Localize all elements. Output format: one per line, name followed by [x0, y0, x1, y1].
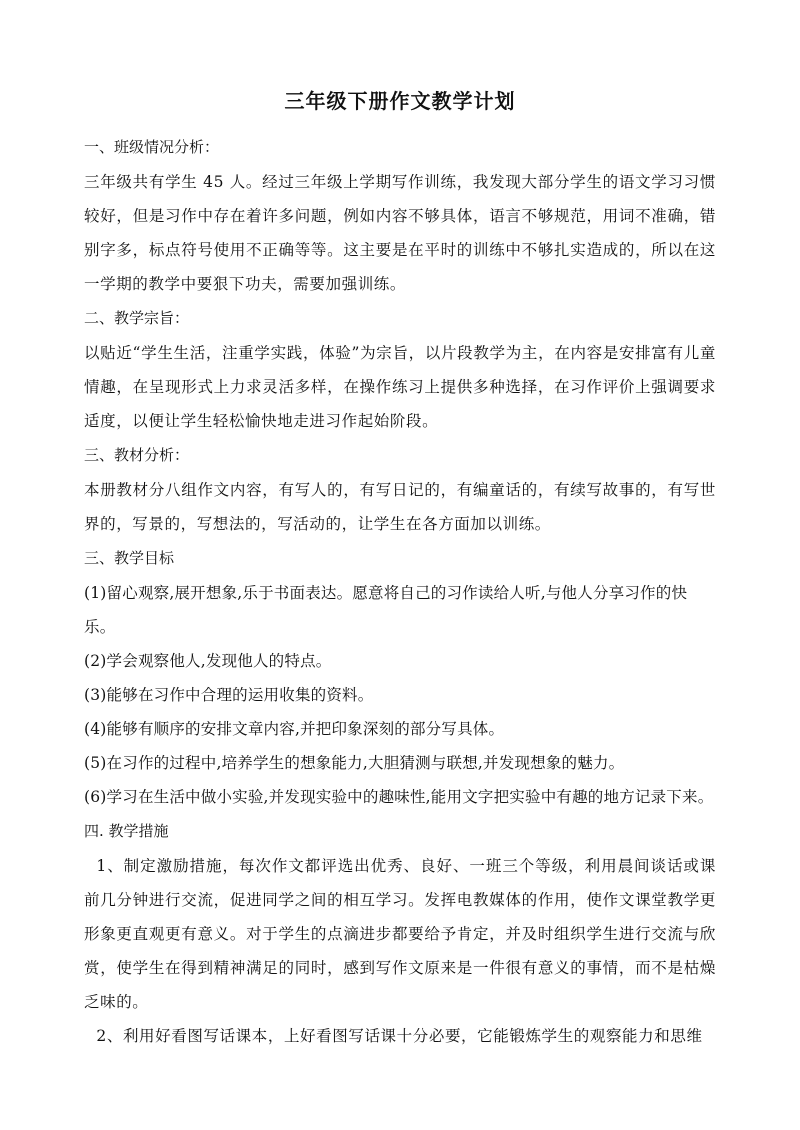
goal-item: (5)在习作的过程中,培养学生的想象能力,大胆猜测与联想,并发现想象的魅力。: [84, 754, 625, 772]
goal-item: (2)学会观察他人,发现他人的特点。: [84, 652, 332, 670]
measure-item: 2、利用好看图写话课本，上好看图写话课十分必要，它能锻炼学生的观察能力和思维: [96, 1027, 703, 1045]
section-body-teaching-purpose: 以贴近“学生生活，注重学实践，体验”为宗旨，以片段教学为主，在内容是安排富有儿童情趣，在呈现形式上力求灵活多样，在操作练习上提供多种选择，在习作评价上强调要求适度，以便让学生轻松愉快地走进习作起始阶段。: [84, 344, 716, 430]
goal-item: (6)学习在生活中做小实验,并发现实验中的趣味性,能用文字把实验中有趣的地方记录下来。: [84, 788, 714, 806]
section-heading-textbook-analysis: 三、教材分析：: [84, 446, 190, 464]
section-body-class-analysis: 三年级共有学生 45 人。经过三年级上学期写作训练，我发现大部分学生的语文学习习惯较好，但是习作中存在着许多问题，例如内容不够具体，语言不够规范，用词不准确，错别字多，标点符号使用不正确等等。这主要是在平时的训练中不够扎实造成的，所以在这一学期的教学中要狠下功夫，需要加强训练。: [84, 173, 716, 293]
document-page: [84, 86, 716, 1061]
section-heading-teaching-purpose: 二、教学宗旨：: [84, 309, 190, 327]
section-heading-class-analysis: 一、班级情况分析：: [84, 138, 220, 156]
section-body-textbook-analysis: 本册教材分八组作文内容，有写人的，有写日记的，有编童话的，有续写故事的，有写世界的，写景的，写想法的，写活动的，让学生在各方面加以训练。: [84, 481, 716, 533]
measure-item: 1、制定激励措施，每次作文都评选出优秀、良好、一班三个等级，利用晨间谈话或课前几分钟进行交流，促进同学之间的相互学习。发挥电教媒体的作用，使作文课堂教学更形象更直观更有意义。对于学生的点滴进步都要给予肯定，并及时组织学生进行交流与欣赏，使学生在得到精神满足的同时，感到写作文原来是一件很有意义的事情，而不是枯燥乏味的。: [84, 857, 716, 1011]
goal-item: (3)能够在习作中合理的运用收集的资料。: [84, 686, 374, 704]
section-heading-teaching-goals: 三、教学目标: [84, 549, 175, 567]
goal-item: (1)留心观察,展开想象,乐于书面表达。愿意将自己的习作读给人听,与他人分享习作的快乐。: [84, 584, 688, 636]
section-heading-teaching-measures: 四. 教学措施: [84, 822, 169, 840]
goal-item: (4)能够有顺序的安排文章内容,并把印象深刻的部分写具体。: [84, 720, 505, 738]
document-title: 三年级下册作文教学计划: [284, 89, 516, 113]
